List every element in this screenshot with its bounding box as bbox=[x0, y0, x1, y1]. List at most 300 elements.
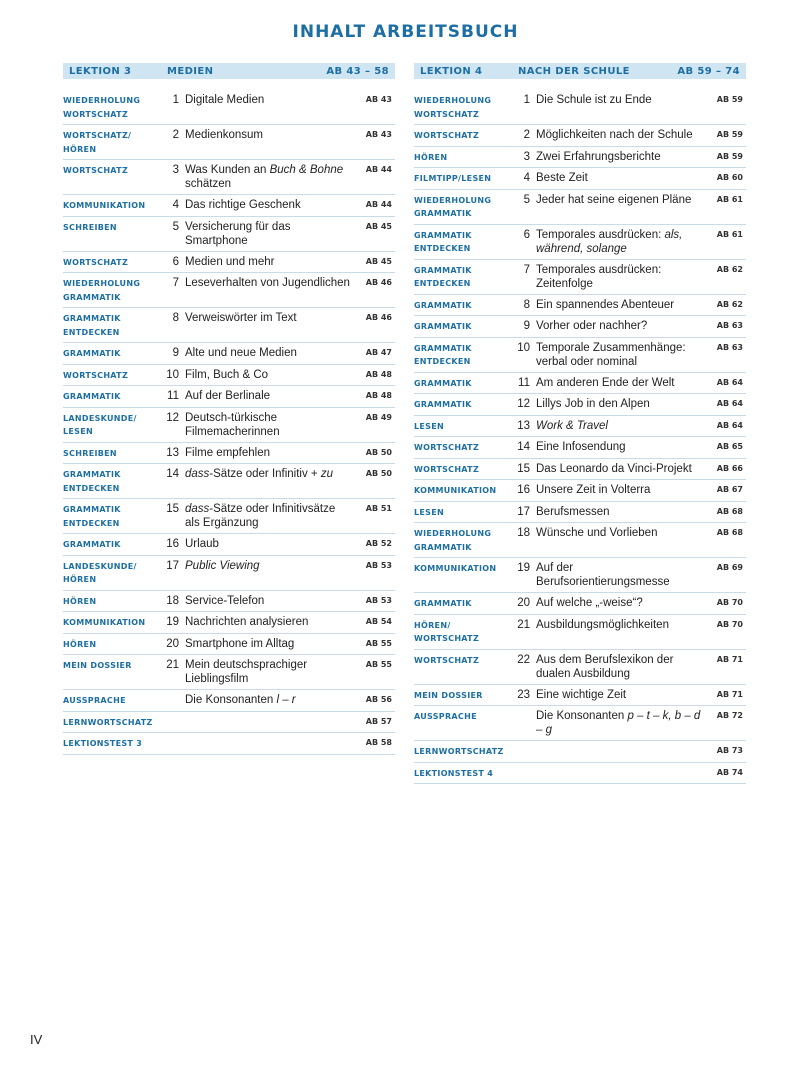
toc-category-line: ENTDECKEN bbox=[414, 244, 471, 253]
toc-row bbox=[63, 408, 395, 443]
toc-title bbox=[185, 594, 352, 608]
toc-number: 19 bbox=[517, 562, 530, 574]
toc-title-segment: Ein spannendes Abenteuer bbox=[536, 298, 675, 311]
toc-title-segment: Die Konsonanten bbox=[185, 694, 277, 706]
toc-title bbox=[536, 596, 703, 610]
toc-category bbox=[414, 319, 512, 334]
toc-title bbox=[185, 198, 352, 212]
toc-row bbox=[414, 459, 746, 481]
toc-page-ref: AB 59 bbox=[716, 151, 743, 161]
toc-title bbox=[185, 658, 352, 686]
toc-category bbox=[414, 298, 512, 313]
toc-category-line: HÖREN bbox=[63, 144, 97, 154]
toc-row bbox=[63, 160, 395, 195]
toc-title bbox=[536, 193, 703, 207]
toc-category bbox=[63, 198, 161, 213]
toc-title bbox=[536, 128, 703, 142]
toc-title-segment: Die Konsonanten bbox=[536, 710, 628, 722]
toc-page-ref: AB 49 bbox=[365, 412, 392, 422]
toc-number: 7 bbox=[523, 263, 530, 276]
lesson-3-header bbox=[63, 63, 395, 79]
toc-title-segment: Mein deutschsprachiger Lieblingsfilm bbox=[185, 659, 308, 685]
toc-page-ref: AB 64 bbox=[716, 377, 743, 387]
toc-number: 5 bbox=[172, 220, 179, 233]
toc-category-line: GRAMMATIK bbox=[414, 265, 472, 275]
toc-category bbox=[63, 446, 161, 461]
toc-category bbox=[63, 467, 161, 495]
toc-title bbox=[185, 467, 352, 481]
toc-page-ref: AB 73 bbox=[716, 746, 743, 755]
toc-title bbox=[185, 693, 352, 707]
toc-category-line: HÖREN bbox=[63, 639, 97, 649]
toc-page-ref: AB 43 bbox=[365, 130, 392, 139]
toc-number: 20 bbox=[517, 597, 530, 609]
toc-page-ref: AB 68 bbox=[716, 506, 743, 516]
toc-row bbox=[414, 706, 746, 741]
toc-category-line: WORTSCHATZ bbox=[63, 166, 129, 175]
toc-category-line: WORTSCHATZ bbox=[63, 109, 129, 119]
toc-row bbox=[63, 343, 395, 365]
toc-page-ref: AB 43 bbox=[365, 95, 392, 104]
toc-number: 2 bbox=[172, 129, 179, 141]
toc-number: 4 bbox=[523, 172, 530, 184]
lesson-4-column bbox=[414, 63, 746, 784]
toc-row bbox=[414, 763, 746, 785]
toc-page-ref: AB 46 bbox=[365, 278, 392, 287]
toc-page-ref: AB 55 bbox=[365, 660, 392, 669]
toc-category bbox=[414, 263, 512, 291]
toc-category-line: LERNWORTSCHATZ bbox=[414, 747, 504, 756]
toc-category-line: LANDESKUNDE/ bbox=[63, 561, 137, 571]
toc-category-line: GRAMMATIK bbox=[63, 314, 121, 323]
toc-title bbox=[536, 618, 703, 632]
toc-category-line: WORTSCHATZ bbox=[414, 131, 480, 140]
toc-row bbox=[414, 168, 746, 190]
toc-category-line: GRAMMATIK bbox=[414, 322, 472, 331]
toc-page-ref: AB 59 bbox=[716, 130, 743, 139]
toc-title-segment: Work & Travel bbox=[536, 419, 608, 432]
toc-title-segment: Das richtige Geschenk bbox=[185, 199, 301, 211]
toc-page-ref: AB 70 bbox=[716, 598, 743, 607]
toc-category bbox=[63, 346, 161, 361]
toc-category-line: WORTSCHATZ bbox=[414, 443, 480, 452]
toc-row bbox=[414, 225, 746, 260]
toc-category-line: GRAMMATIK bbox=[414, 300, 472, 310]
toc-title-segment: Das Leonardo da Vinci-Projekt bbox=[536, 462, 692, 475]
lesson-4-header bbox=[414, 63, 746, 79]
lesson-3-rows bbox=[63, 90, 395, 755]
toc-row bbox=[414, 685, 746, 707]
toc-number: 3 bbox=[172, 164, 179, 176]
toc-page-ref: AB 53 bbox=[365, 560, 392, 570]
toc-number: 13 bbox=[166, 446, 179, 459]
toc-title bbox=[185, 559, 352, 573]
toc-row bbox=[63, 273, 395, 308]
toc-page-ref: AB 69 bbox=[716, 563, 743, 572]
toc-title-segment: -Sätze oder Infinitivsätze als Ergänzung bbox=[185, 503, 336, 529]
toc-category-line: ENTDECKEN bbox=[63, 327, 120, 337]
lesson-3-column bbox=[63, 63, 395, 755]
toc-category-line: GRAMMATIK bbox=[63, 349, 121, 358]
toc-category bbox=[414, 688, 512, 703]
toc-title bbox=[536, 688, 703, 702]
toc-page-ref: AB 64 bbox=[716, 420, 743, 430]
toc-row bbox=[414, 558, 746, 593]
toc-row bbox=[414, 338, 746, 373]
toc-category-line: WORTSCHATZ bbox=[63, 257, 129, 267]
toc-category-line: KOMMUNIKATION bbox=[414, 564, 497, 573]
toc-row bbox=[63, 90, 395, 125]
toc-category-line: SCHREIBEN bbox=[63, 222, 117, 232]
toc-title-segment: Film, Buch & Co bbox=[185, 368, 269, 381]
lesson-page-range: AB 59 – 74 bbox=[677, 65, 740, 77]
lesson-4-rows bbox=[414, 90, 746, 784]
toc-title-segment: Am anderen Ende der Welt bbox=[536, 376, 675, 389]
toc-title bbox=[185, 537, 352, 551]
toc-title-segment: Ausbildungsmöglichkeiten bbox=[536, 618, 669, 631]
toc-category-line: HÖREN bbox=[63, 575, 97, 584]
toc-page-ref: AB 61 bbox=[716, 229, 743, 239]
toc-title-segment: Lillys Job in den Alpen bbox=[536, 398, 650, 410]
toc-title bbox=[536, 150, 703, 164]
toc-category-line: WORTSCHATZ bbox=[414, 109, 480, 119]
toc-number: 11 bbox=[167, 390, 179, 402]
toc-number: 23 bbox=[517, 688, 530, 701]
toc-page-ref: AB 50 bbox=[365, 469, 392, 478]
toc-number: 6 bbox=[523, 228, 530, 241]
toc-category bbox=[414, 193, 512, 221]
toc-page-ref: AB 52 bbox=[365, 539, 392, 548]
toc-category bbox=[414, 709, 512, 724]
toc-title-segment: Zwei Erfahrungsberichte bbox=[536, 150, 661, 163]
toc-page-ref: AB 50 bbox=[365, 447, 392, 457]
toc-row bbox=[414, 480, 746, 502]
toc-category bbox=[414, 653, 512, 668]
toc-category-line: HÖREN/ bbox=[414, 620, 451, 630]
toc-category-line: GRAMMATIK bbox=[414, 230, 472, 240]
toc-category-line: MEIN DOSSIER bbox=[63, 661, 132, 670]
toc-category-line: ENTDECKEN bbox=[63, 518, 120, 528]
toc-page-ref: AB 72 bbox=[716, 711, 743, 720]
toc-number: 19 bbox=[166, 616, 179, 628]
toc-page-ref: AB 53 bbox=[365, 595, 392, 605]
toc-category-line: GRAMMATIK bbox=[63, 540, 121, 549]
toc-number: 12 bbox=[166, 411, 179, 424]
toc-title-segment: p – t – k, b – d – g bbox=[536, 710, 701, 736]
toc-title bbox=[536, 440, 703, 454]
toc-category-line: FILMTIPP/LESEN bbox=[414, 174, 492, 183]
toc-category-line: WIEDERHOLUNG bbox=[414, 96, 492, 105]
toc-page-ref: AB 56 bbox=[365, 695, 392, 704]
toc-row bbox=[63, 499, 395, 534]
toc-row bbox=[63, 612, 395, 634]
toc-category bbox=[63, 389, 161, 404]
toc-row bbox=[63, 591, 395, 613]
toc-category-line: LESEN bbox=[63, 427, 93, 436]
toc-category bbox=[414, 440, 512, 455]
toc-number: 16 bbox=[517, 484, 530, 496]
toc-title-segment: als, während, solange bbox=[536, 228, 683, 255]
toc-number: 15 bbox=[517, 462, 530, 475]
toc-title bbox=[185, 255, 352, 269]
toc-page-ref: AB 57 bbox=[365, 716, 392, 726]
toc-number: 18 bbox=[517, 527, 530, 539]
toc-category-line: LESEN bbox=[414, 507, 444, 517]
toc-category bbox=[63, 368, 161, 383]
toc-category-line: GRAMMATIK bbox=[414, 400, 472, 409]
toc-category bbox=[63, 411, 161, 439]
toc-category bbox=[414, 618, 512, 646]
toc-number: 21 bbox=[517, 618, 530, 631]
toc-category bbox=[63, 502, 161, 530]
toc-page-ref: AB 62 bbox=[716, 264, 743, 274]
toc-row bbox=[63, 217, 395, 252]
toc-title-segment: Urlaub bbox=[185, 538, 219, 550]
toc-page-ref: AB 44 bbox=[365, 165, 392, 174]
toc-row bbox=[414, 593, 746, 615]
toc-category-line: LEKTIONSTEST 3 bbox=[63, 739, 143, 748]
toc-number: 9 bbox=[172, 347, 179, 359]
toc-title bbox=[536, 298, 703, 312]
toc-page-ref: AB 70 bbox=[716, 619, 743, 629]
toc-category bbox=[414, 150, 512, 165]
toc-category-line: GRAMMATIK bbox=[63, 505, 121, 514]
toc-title-segment: dass bbox=[185, 503, 210, 515]
toc-row bbox=[414, 316, 746, 338]
toc-title-segment: Auf der Berufsorientierungsmesse bbox=[536, 562, 670, 588]
toc-page-ref: AB 63 bbox=[716, 342, 743, 352]
toc-title bbox=[536, 319, 703, 333]
toc-title-segment: Auf der Berlinale bbox=[185, 390, 271, 402]
toc-number: 6 bbox=[172, 255, 179, 268]
toc-title bbox=[185, 446, 352, 460]
toc-category-line: HÖREN bbox=[414, 152, 448, 162]
toc-title-segment: Berufsmessen bbox=[536, 505, 610, 518]
toc-title bbox=[185, 93, 352, 107]
toc-row bbox=[63, 690, 395, 712]
toc-category bbox=[63, 559, 161, 587]
toc-number: 7 bbox=[172, 277, 179, 289]
toc-page-ref: AB 67 bbox=[716, 485, 743, 494]
toc-category bbox=[414, 93, 512, 121]
toc-title-segment: Unsere Zeit in Volterra bbox=[536, 484, 651, 496]
toc-number: 2 bbox=[523, 129, 530, 141]
toc-title-segment: schätzen bbox=[185, 178, 232, 190]
toc-category bbox=[414, 505, 512, 520]
toc-title-segment: Public Viewing bbox=[185, 559, 260, 572]
toc-number: 5 bbox=[523, 193, 530, 206]
toc-category bbox=[63, 93, 161, 121]
toc-page-ref: AB 68 bbox=[716, 528, 743, 537]
toc-number: 15 bbox=[166, 503, 179, 515]
toc-title-segment: Wünsche und Vorlieben bbox=[536, 527, 658, 539]
toc-page-ref: AB 65 bbox=[716, 442, 743, 451]
toc-title-segment: Deutsch-türkische Filmemacherinnen bbox=[185, 411, 280, 438]
toc-category-line: WIEDERHOLUNG bbox=[414, 195, 492, 205]
toc-number: 8 bbox=[523, 298, 530, 311]
toc-row bbox=[63, 365, 395, 387]
toc-title-segment: Digitale Medien bbox=[185, 94, 265, 106]
toc-category bbox=[414, 462, 512, 477]
toc-category bbox=[63, 537, 161, 552]
toc-row bbox=[414, 295, 746, 317]
toc-page-ref: AB 62 bbox=[716, 299, 743, 309]
toc-title-segment: Alte und neue Medien bbox=[185, 347, 297, 359]
toc-title-segment: Verweiswörter im Text bbox=[185, 312, 297, 324]
toc-title bbox=[536, 419, 703, 433]
toc-title bbox=[185, 128, 352, 142]
toc-category-line: WIEDERHOLUNG bbox=[414, 529, 492, 538]
toc-title-segment: Temporale Zusammenhänge: verbal oder nominal bbox=[536, 341, 686, 368]
toc-page-ref: AB 59 bbox=[716, 95, 743, 104]
toc-category-line: LEKTIONSTEST 4 bbox=[414, 768, 494, 778]
toc-category bbox=[414, 228, 512, 256]
toc-row bbox=[414, 125, 746, 147]
toc-category bbox=[414, 376, 512, 391]
toc-row bbox=[414, 373, 746, 395]
toc-row bbox=[63, 443, 395, 465]
toc-number: 14 bbox=[166, 468, 179, 480]
toc-page-ref: AB 58 bbox=[365, 738, 392, 747]
toc-title-segment: Jeder hat seine eigenen Pläne bbox=[536, 193, 692, 206]
toc-category bbox=[63, 255, 161, 270]
toc-category-line: GRAMMATIK bbox=[414, 599, 472, 608]
toc-title-segment: Versicherung für das Smartphone bbox=[185, 220, 291, 247]
toc-category-line: GRAMMATIK bbox=[63, 392, 121, 401]
lesson-title: NACH DER SCHULE bbox=[518, 65, 630, 77]
toc-category-line: GRAMMATIK bbox=[63, 470, 121, 479]
toc-row bbox=[414, 90, 746, 125]
toc-number: 1 bbox=[523, 94, 530, 106]
toc-row bbox=[414, 147, 746, 169]
toc-number: 17 bbox=[166, 559, 179, 572]
toc-row bbox=[414, 502, 746, 524]
toc-row bbox=[414, 416, 746, 438]
toc-category-line: WIEDERHOLUNG bbox=[63, 96, 141, 105]
toc-title-segment: Auf welche „-weise“? bbox=[536, 597, 643, 609]
toc-row bbox=[63, 308, 395, 343]
toc-category-line: GRAMMATIK bbox=[414, 542, 472, 552]
toc-category bbox=[63, 736, 161, 751]
page-number: IV bbox=[30, 1032, 43, 1047]
toc-title bbox=[536, 376, 703, 390]
toc-category-line: ENTDECKEN bbox=[414, 357, 471, 366]
toc-category-line: ENTDECKEN bbox=[414, 279, 471, 288]
toc-title bbox=[185, 311, 352, 325]
toc-title-segment: Beste Zeit bbox=[536, 172, 588, 184]
toc-category-line: AUSSPRACHE bbox=[63, 696, 126, 705]
toc-row bbox=[414, 260, 746, 295]
toc-category bbox=[63, 311, 161, 339]
toc-title bbox=[536, 462, 703, 476]
toc-title-segment: Service-Telefon bbox=[185, 594, 265, 607]
toc-title bbox=[536, 397, 703, 411]
toc-number: 11 bbox=[518, 376, 530, 389]
toc-category-line: WORTSCHATZ/ bbox=[63, 131, 132, 140]
toc-category bbox=[414, 397, 512, 412]
toc-title bbox=[536, 505, 703, 519]
toc-row bbox=[63, 712, 395, 734]
toc-title bbox=[536, 171, 703, 185]
toc-number: 8 bbox=[172, 312, 179, 324]
toc-title-segment: l – r bbox=[276, 694, 296, 706]
toc-title bbox=[536, 93, 703, 107]
toc-page-ref: AB 71 bbox=[716, 654, 743, 664]
toc-page-ref: AB 47 bbox=[365, 348, 392, 357]
toc-category-line: LERNWORTSCHATZ bbox=[63, 717, 153, 727]
toc-category bbox=[414, 766, 512, 781]
toc-number: 20 bbox=[166, 637, 179, 650]
toc-title bbox=[185, 615, 352, 629]
toc-title-segment: Smartphone im Alltag bbox=[185, 637, 295, 650]
toc-page-ref: AB 45 bbox=[365, 256, 392, 266]
toc-category-line: AUSSPRACHE bbox=[414, 712, 477, 721]
toc-row bbox=[63, 252, 395, 274]
toc-row bbox=[414, 615, 746, 650]
toc-category bbox=[414, 128, 512, 143]
toc-number: 10 bbox=[517, 341, 530, 354]
toc-title-segment: Eine wichtige Zeit bbox=[536, 688, 627, 701]
toc-title bbox=[185, 389, 352, 403]
toc-title-segment: Was Kunden an bbox=[185, 164, 270, 176]
toc-category bbox=[63, 276, 161, 304]
toc-number: 10 bbox=[166, 368, 179, 381]
toc-category-line: GRAMMATIK bbox=[414, 343, 472, 353]
toc-category bbox=[63, 658, 161, 673]
toc-title-segment: Leseverhalten von Jugendlichen bbox=[185, 277, 350, 289]
toc-title-segment: Nachrichten analysieren bbox=[185, 616, 309, 628]
toc-title bbox=[536, 483, 703, 497]
toc-page-ref: AB 64 bbox=[716, 399, 743, 408]
toc-number: 1 bbox=[172, 94, 179, 106]
toc-page-ref: AB 74 bbox=[716, 767, 743, 777]
toc-title bbox=[536, 526, 703, 540]
toc-title bbox=[536, 709, 703, 737]
toc-category bbox=[63, 128, 161, 156]
toc-page-ref: AB 51 bbox=[365, 504, 392, 513]
toc-page-ref: AB 54 bbox=[365, 617, 392, 626]
toc-row bbox=[414, 523, 746, 558]
toc-page-ref: AB 55 bbox=[365, 638, 392, 648]
toc-number: 22 bbox=[517, 653, 530, 666]
toc-category bbox=[63, 615, 161, 630]
toc-row bbox=[414, 394, 746, 416]
toc-category-line: SCHREIBEN bbox=[63, 448, 117, 458]
toc-row bbox=[414, 190, 746, 225]
toc-category bbox=[414, 744, 512, 759]
toc-category-line: GRAMMATIK bbox=[414, 209, 472, 218]
toc-category-line: ENTDECKEN bbox=[63, 483, 120, 493]
toc-title-segment: zu bbox=[320, 468, 333, 480]
lesson-label: LEKTION 3 bbox=[69, 65, 132, 77]
toc-category-line: KOMMUNIKATION bbox=[63, 618, 146, 627]
toc-category bbox=[414, 526, 512, 554]
toc-category-line: HÖREN bbox=[63, 596, 97, 606]
toc-category-line: WORTSCHATZ bbox=[414, 655, 480, 665]
toc-number: 14 bbox=[517, 441, 530, 453]
toc-title-segment: Temporales ausdrücken: bbox=[536, 228, 665, 241]
toc-row bbox=[63, 464, 395, 499]
toc-title-segment: Filme empfehlen bbox=[185, 446, 271, 459]
toc-title bbox=[185, 637, 352, 651]
toc-title-segment: Eine Infosendung bbox=[536, 441, 626, 453]
toc-page-ref: AB 46 bbox=[365, 313, 392, 322]
toc-page-ref: AB 48 bbox=[365, 391, 392, 400]
toc-title-segment: Medien und mehr bbox=[185, 255, 275, 268]
toc-number: 9 bbox=[523, 320, 530, 332]
toc-title-segment: Vorher oder nachher? bbox=[536, 320, 648, 332]
lesson-label: LEKTION 4 bbox=[420, 65, 483, 77]
